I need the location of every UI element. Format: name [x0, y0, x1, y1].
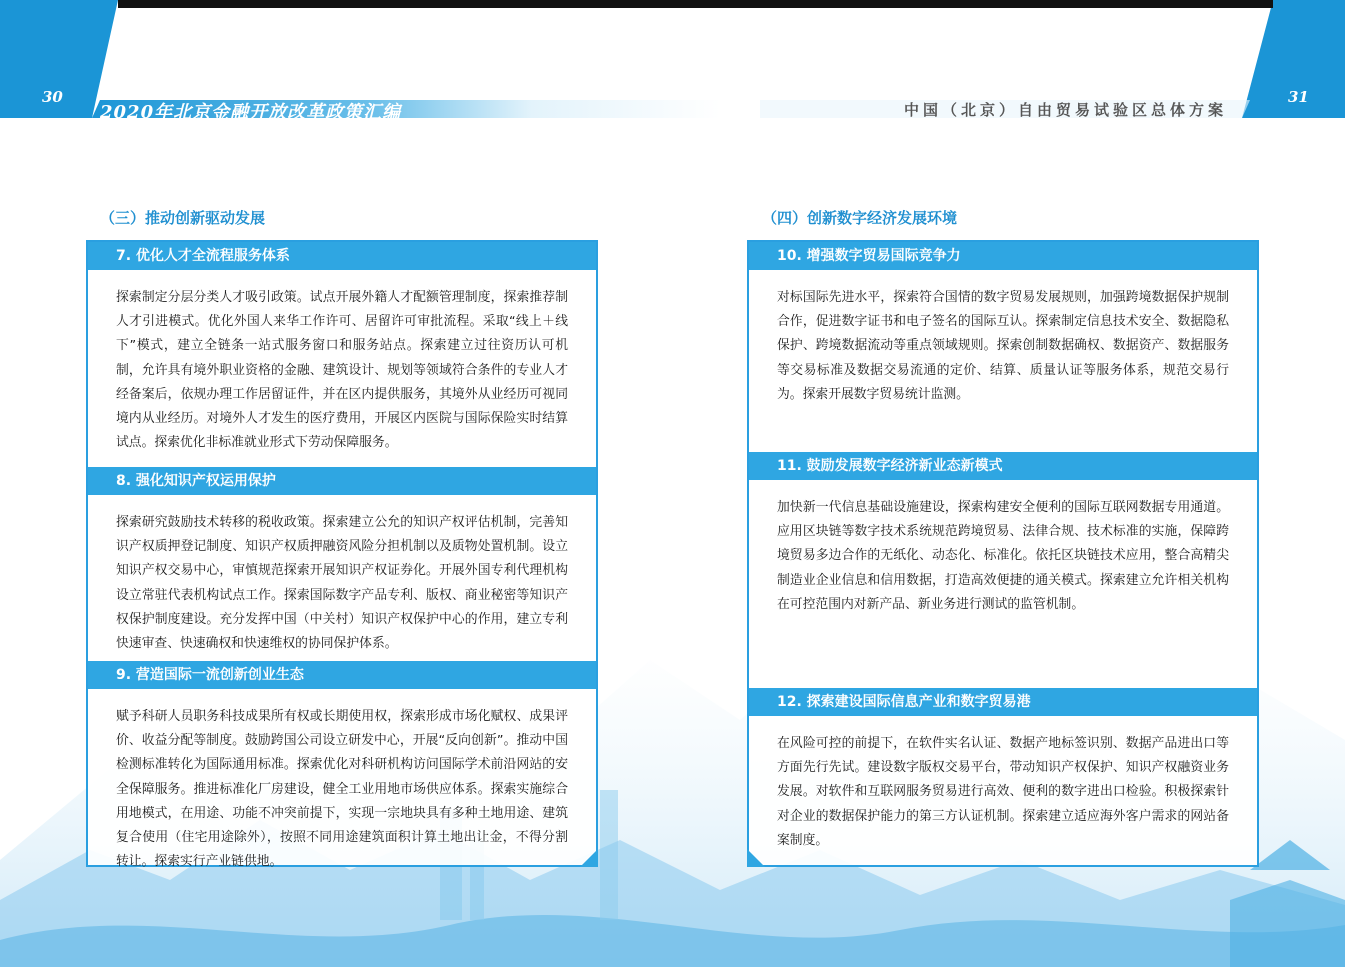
- corner-accent: [747, 849, 765, 867]
- right-page-number: 31: [1288, 88, 1309, 106]
- right-content-box: [747, 240, 1259, 867]
- left-page-number: 30: [42, 88, 63, 106]
- item-11-heading: 11. 鼓励发展数字经济新业态新模式: [749, 452, 1257, 480]
- item-10-body: 对标国际先进水平，探索符合国情的数字贸易发展规则，加强跨境数据保护规制合作，促进数字证书和电子签名的国际互认。探索制定信息技术安全、数据隐私保护、跨境数据流动等重点领域规则。探索创制数据确权、数据资产、数据服务等交易标准及数据交易流通的定价、结算、质量认证等服务体系，规范交易行为。探索开展数字贸易统计监测。: [777, 290, 1229, 402]
- item-8-body: 探索研究鼓励技术转移的税收政策。探索建立公允的知识产权评估机制，完善知识产权质押登记制度、知识产权质押融资风险分担机制以及质物处置机制。设立知识产权交易中心，审慎规范探索开展知识产权证券化。开展外国专利代理机构设立常驻代表机构试点工作。探索国际数字产品专利、版权、商业秘密等知识产权保护制度建设。充分发挥中国（中关村）知识产权保护中心的作用，建立专利快速审查、快速确权和快速维权的协同保护体系。: [116, 515, 568, 652]
- right-section-title: （四）创新数字经济发展环境: [762, 209, 958, 227]
- item-10-heading: 10. 增强数字贸易国际竞争力: [749, 242, 1257, 270]
- item-9-body: 赋予科研人员职务科技成果所有权或长期使用权，探索形成市场化赋权、成果评价、收益分配等制度。鼓励跨国公司设立研发中心，开展“反向创新”。推动中国检测标准转化为国际通用标准。探索优化对科研机构访问国际学术前沿网站的安全保障服务。推进标准化厂房建设，健全工业用地市场供应体系。探索实施综合用地模式，在用途、功能不冲突前提下，实现一宗地块具有多种土地用途、建筑复合使用（住宅用途除外），按照不同用途建筑面积计算土地出让金，不得分割转让。探索实行产业链供地。: [116, 709, 568, 870]
- item-9-heading: 9. 营造国际一流创新创业生态: [88, 661, 596, 689]
- item-12-body: 在风险可控的前提下，在软件实名认证、数据产地标签识别、数据产品进出口等方面先行先试。建设数字版权交易平台，带动知识产权保护、知识产权融资业务发展。对软件和互联网服务贸易进行高效、便利的数字进出口检验。积极探索针对企业的数据保护能力的第三方认证机制。探索建立适应海外客户需求的网站备案制度。: [777, 736, 1229, 848]
- item-11-body: 加快新一代信息基础设施建设，探索构建安全便利的国际互联网数据专用通道。应用区块链等数字技术系统规范跨境贸易、法律合规、技术标准的实施，保障跨境贸易多边合作的无纸化、动态化、标准化。依托区块链技术应用，整合高精尖制造业企业信息和信用数据，打造高效便捷的通关模式。探索建立允许相关机构在可控范围内对新产品、新业务进行测试的监管机制。: [777, 500, 1229, 612]
- left-section-title: （三）推动创新驱动发展: [100, 209, 266, 227]
- item-7-heading: 7. 优化人才全流程服务体系: [88, 242, 596, 270]
- left-content-box: [86, 240, 598, 870]
- item-12-heading: 12. 探索建设国际信息产业和数字贸易港: [749, 688, 1257, 716]
- right-running-header: 中国（北京）自由贸易试验区总体方案: [903, 101, 1227, 119]
- item-8-heading: 8. 强化知识产权运用保护: [88, 467, 596, 495]
- top-black-bar: [118, 0, 1273, 8]
- left-running-header: 2020年北京金融开放改革政策汇编: [100, 102, 402, 123]
- corner-accent: [580, 849, 598, 867]
- item-7-body: 探索制定分层分类人才吸引政策。试点开展外籍人才配额管理制度，探索推荐制人才引进模式。优化外国人来华工作许可、居留许可审批流程。采取“线上＋线下”模式，建立全链条一站式服务窗口和服务站点。探索建立过往资历认可机制，允许具有境外职业资格的金融、建筑设计、规划等领域符合条件的专业人才经备案后，依规办理工作居留证件，并在区内提供服务，其境外从业经历可视同境内从业经历。对境外人才发生的医疗费用，开展区内医院与国际保险实时结算试点。探索优化非标准就业形式下劳动保障服务。: [116, 290, 568, 451]
